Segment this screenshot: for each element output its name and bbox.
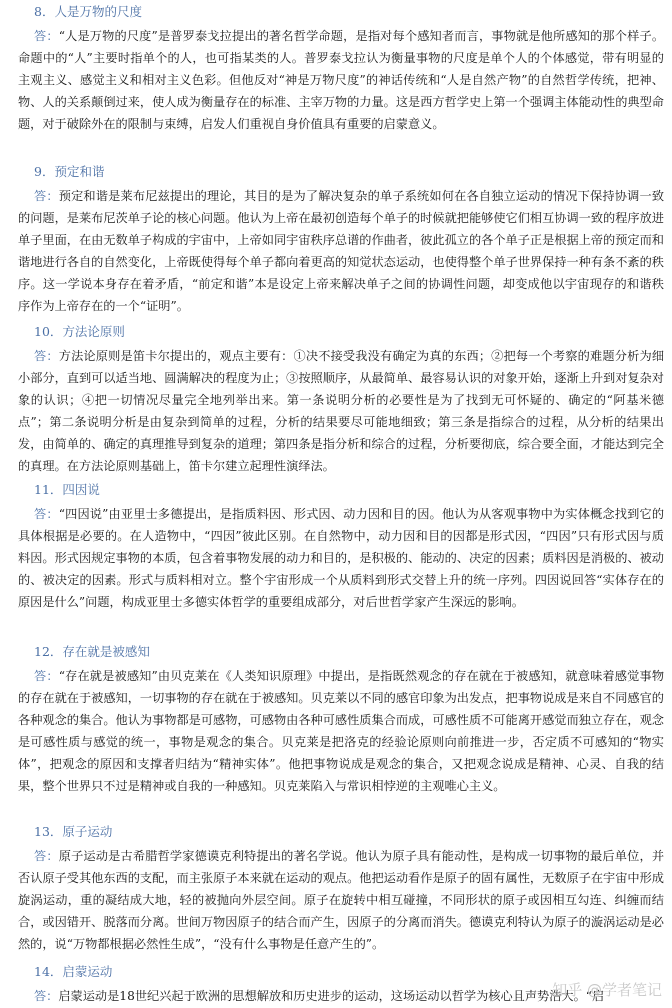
- zhihu-watermark: 知乎 @学者笔记: [552, 981, 662, 999]
- section-body: [18, 845, 664, 955]
- section-text: 方法论原则是笛卡尔提出的，观点主要有：①决不接受我没有确定为真的东西；②把每一个考察的难题分析为细小部分，直到可以适当地、圆满解决的程度为止；③按照顺序，从最简单、最容易认识的对象开始，逐渐上升到对复杂对象的认识；④把一切情况尽量完全地列举出来。第一条说明分析的必要性是为了找到无可怀疑的、确定的“阿基米德点”；第二条说明分析是由复杂到简单的过程，分析的结果要尽可能地细致；第三条是指综合的过程，从分析的结果出发，由简单的、确定的真理推导到复杂的道理；第四条是指分析和综合的过程，分析要彻底，综合要全面，才能达到完全的真理。在方法论原则基础上，笛卡尔建立起理性演绎法。: [18, 349, 665, 473]
- answer-label: 答：: [34, 849, 59, 863]
- section-body: [18, 503, 664, 613]
- answer-label: 答：: [34, 507, 59, 521]
- section-text: “四因说”由亚里士多德提出，是指质料因、形式因、动力因和目的因。他认为从客观事物中为实体概念找到它的具体根据是必要的。在人造物中，“四因”彼此区别。在自然物中，动力因和目的因都是形式因，“四因”只有形式因与质料因。形式因规定事物的本质，包含着事物发展的动力和目的，是积极的、能动的、决定的因素；质料因是消极的、被动的、被决定的因素。形式与质料相对立。整个宇宙形成一个从质料到形式交替上升的统一序列。四因说回答“实体存在的原因是什么”问题，构成亚里士多德实体哲学的重要组成部分，对后世哲学家产生深远的影响。: [18, 507, 665, 609]
- section-heading: 14．启蒙运动: [34, 964, 113, 979]
- section-13: [18, 824, 664, 955]
- section-body: [18, 185, 664, 317]
- section-10: [18, 324, 664, 477]
- section-body: [18, 25, 664, 135]
- section-12: [18, 644, 664, 797]
- section-body: [18, 665, 664, 797]
- section-text: “人是万物的尺度”是普罗泰戈拉提出的著名哲学命题，是指对每个感知者而言，事物就是他所感知的那个样子。命题中的“人”主要时指单个的人，也可指某类的人。普罗泰戈拉认为衡量事物的尺度是单个人的个体感觉，带有明显的主观主义、感觉主义和相对主义色彩。但他反对“神是万物尺度”的神话传统和“人是自然产物”的自然哲学传统，把神、物、人的关系颠倒过来，使人成为衡量存在的标准、主宰万物的力量。这是西方哲学史上第一个强调主体能动性的典型命题，对于破除外在的限制与束缚，启发人们重视自身价值具有重要的启蒙意义。: [18, 29, 665, 131]
- section-11: [18, 482, 664, 613]
- section-heading: 10．方法论原则: [34, 324, 125, 339]
- answer-label: 答：: [34, 669, 59, 683]
- answer-label: 答：: [34, 29, 59, 43]
- section-text: 预定和谐是莱布尼兹提出的理论，其目的是为了解决复杂的单子系统如何在各自独立运动的情况下保持协调一致的问题，是莱布尼茨单子论的核心问题。他认为上帝在最初创造每个单子的时候就把能够使它们相互协调一致的程序放进单子里面，在由无数单子构成的宇宙中，上帝如同宇宙秩序总谱的作曲者，彼此孤立的各个单子正是根据上帝的预定而和谐地进行各自的自然变化，上帝既使得每个单子都向着更高的知觉状态运动，也使得整个单子世界保持一种有条不紊的秩序。这一学说本身存在着矛盾，“前定和谐”本是设定上帝来解决单子之间的协调性问题，却变成他以宇宙现存的和谐秩序作为上帝存在的一个“证明”。: [18, 189, 665, 313]
- section-heading: 9．预定和谐: [34, 164, 105, 179]
- section-9: [18, 164, 664, 317]
- section-body: [18, 345, 664, 477]
- section-text: 启蒙运动是18世纪兴起于欧洲的思想解放和历史进步的运动，这场运动以哲学为核心且声势浩大。“启: [58, 989, 605, 1003]
- section-8: [18, 4, 664, 135]
- answer-label: 答：: [34, 189, 59, 203]
- answer-label: 答：: [34, 989, 59, 1003]
- section-heading: 11．四因说: [34, 482, 100, 497]
- section-text: 原子运动是古希腊哲学家德谟克利特提出的著名学说。他认为原子具有能动性，是构成一切事物的最后单位，并否认原子受其他东西的支配，而主张原子本来就在运动的观点。他把运动看作是原子的固有属性，无数原子在宇宙中形成旋涡运动，重的凝结成大地，轻的被抛向外层空间。原子在旋转中相互碰撞，不同形状的原子或因相互勾连、纠缠而结合，或因错开、脱落而分离。世间万物因原子的结合而产生，因原子的分离而消失。德谟克利特认为原子的漩涡运动是必然的，说“万物都根据必然性生成”，“没有什么事物是任意产生的”。: [18, 849, 665, 951]
- section-text: “存在就是被感知”由贝克莱在《人类知识原理》中提出，是指既然观念的存在就在于被感知，就意味着感觉事物的存在就在于被感知，一切事物的存在就在于被感知。贝克莱以不同的感官印象为出发点，把事物说成是来自不同感官的各种观念的集合。他认为事物都是可感物，可感物由各种可感性质集合而成，可感性质不可能离开感觉而独立存在，观念是可感性质与感觉的统一，事物是观念的集合。贝克莱是把洛克的经验论原则向前推进一步，否定质不可感知的“物实体”，把观念的原因和支撑者归结为“精神实体”。他把事物说成是观念的集合，又把观念说成是精神、心灵、自我的结果，整个世界只不过是精神或自我的一种感知。贝克莱陷入与常识相悖逆的主观唯心主义。: [18, 669, 665, 793]
- section-heading: 8．人是万物的尺度: [34, 4, 142, 19]
- answer-label: 答：: [34, 349, 59, 363]
- section-heading: 13．原子运动: [34, 824, 113, 839]
- section-heading: 12．存在就是被感知: [34, 644, 150, 659]
